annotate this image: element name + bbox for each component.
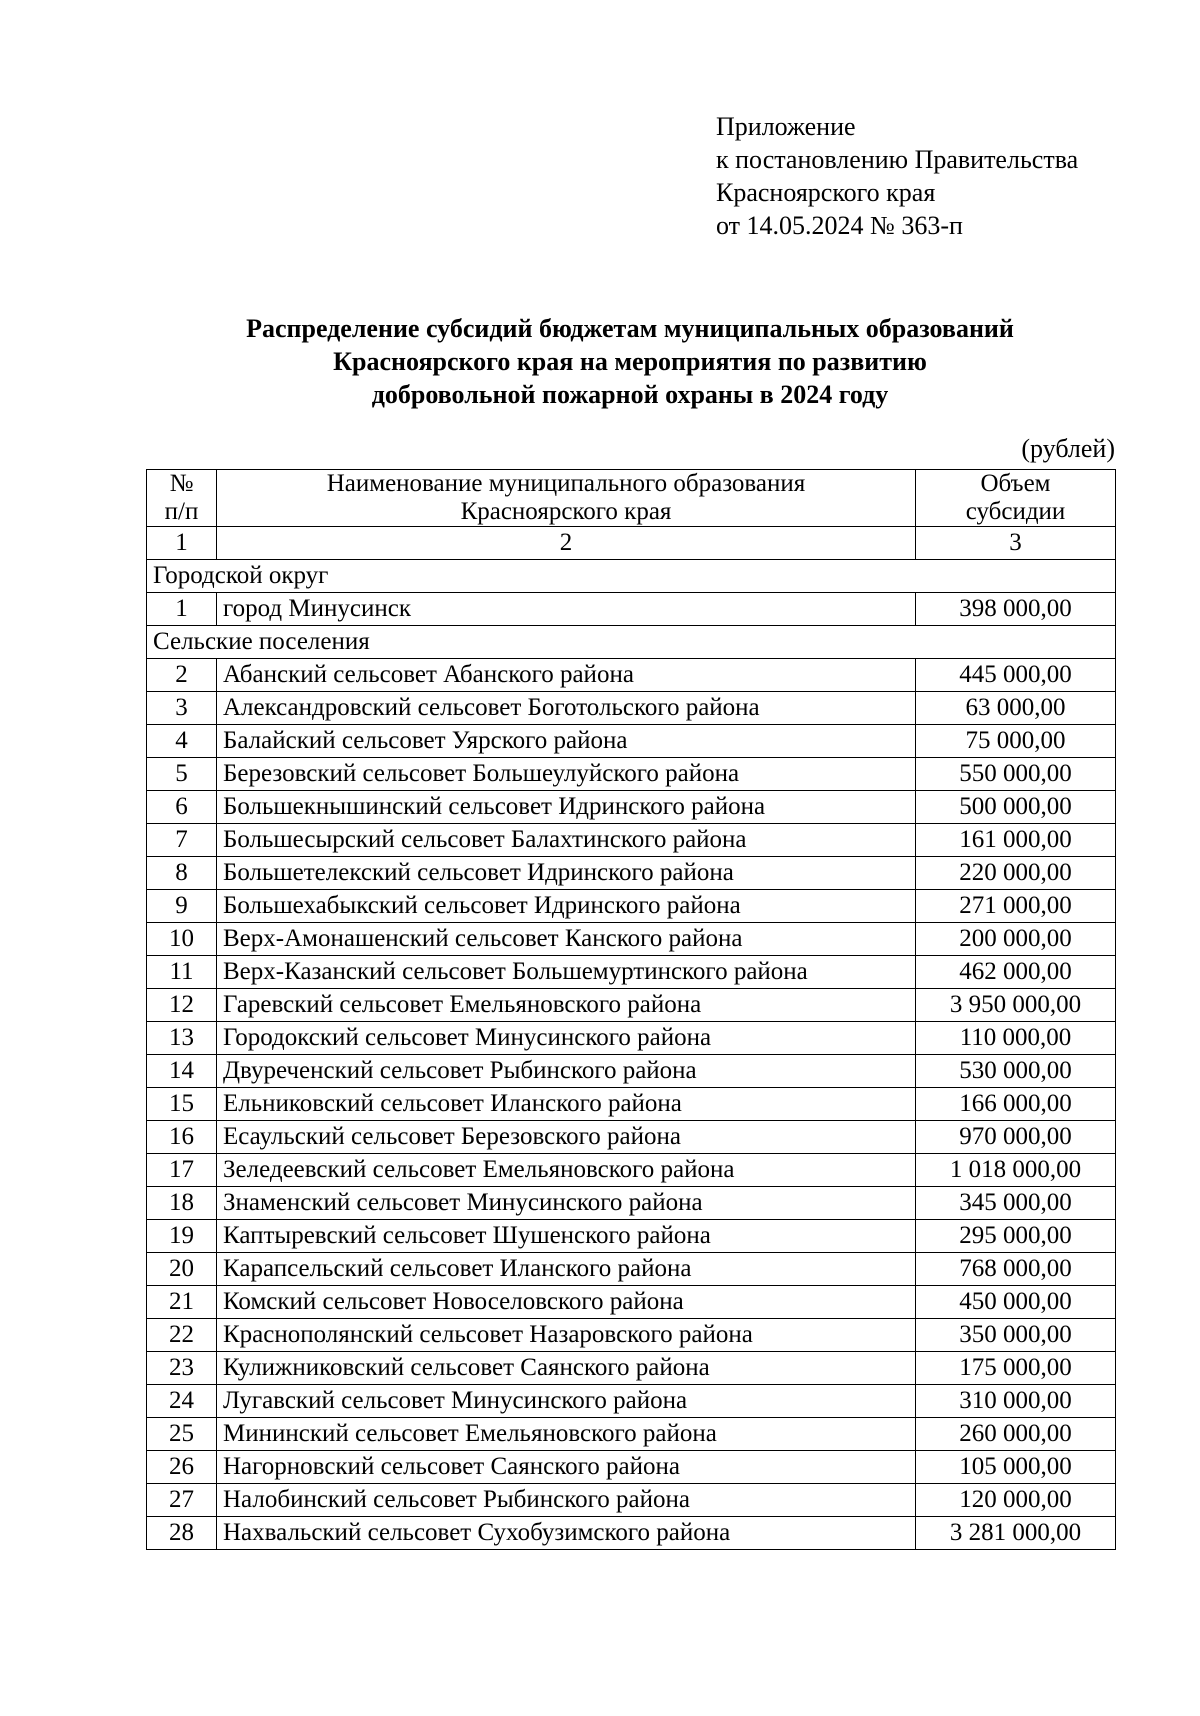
row-number-cell: 6 bbox=[147, 791, 217, 824]
subsidy-amount-cell: 63 000,00 bbox=[916, 692, 1116, 725]
row-number-cell: 12 bbox=[147, 989, 217, 1022]
column-index-cell: 1 bbox=[147, 527, 217, 560]
municipality-name-cell: Верх-Казанский сельсовет Большемуртинского района bbox=[217, 956, 916, 989]
subsidy-amount-cell: 75 000,00 bbox=[916, 725, 1116, 758]
table-row bbox=[147, 1022, 1116, 1055]
section-row bbox=[147, 626, 1116, 659]
municipality-name-cell: Абанский сельсовет Абанского района bbox=[217, 659, 916, 692]
table-row bbox=[147, 791, 1116, 824]
header-amount-line: Объем bbox=[980, 470, 1051, 497]
subsidy-amount-cell: 271 000,00 bbox=[916, 890, 1116, 923]
row-number-cell: 23 bbox=[147, 1352, 217, 1385]
table-row bbox=[147, 1187, 1116, 1220]
row-number-cell: 18 bbox=[147, 1187, 217, 1220]
header-num-line: п/п bbox=[164, 498, 199, 525]
header-num-line: № bbox=[169, 470, 194, 497]
municipality-name-cell: Большехабыкский сельсовет Идринского района bbox=[217, 890, 916, 923]
subsidy-amount-cell: 175 000,00 bbox=[916, 1352, 1116, 1385]
header-amount-cell bbox=[916, 470, 1116, 527]
header-name-line: Наименование муниципального образования bbox=[326, 470, 806, 497]
subsidy-amount-cell: 220 000,00 bbox=[916, 857, 1116, 890]
municipality-name-cell: Кулижниковский сельсовет Саянского района bbox=[217, 1352, 916, 1385]
subsidy-amount-cell: 295 000,00 bbox=[916, 1220, 1116, 1253]
municipality-name-cell: Нагорновский сельсовет Саянского района bbox=[217, 1451, 916, 1484]
municipality-name-cell: Ельниковский сельсовет Иланского района bbox=[217, 1088, 916, 1121]
table-row bbox=[147, 956, 1116, 989]
table-row bbox=[147, 923, 1116, 956]
unit-label: (рублей) bbox=[1021, 434, 1115, 463]
column-index-cell: 3 bbox=[916, 527, 1116, 560]
municipality-name-cell: Лугавский сельсовет Минусинского района bbox=[217, 1385, 916, 1418]
header-num-cell bbox=[147, 470, 217, 527]
subsidy-amount-cell: 450 000,00 bbox=[916, 1286, 1116, 1319]
table-row bbox=[147, 1220, 1116, 1253]
column-index-cell: 2 bbox=[217, 527, 916, 560]
municipality-name-cell: Балайский сельсовет Уярского района bbox=[217, 725, 916, 758]
row-number-cell: 14 bbox=[147, 1055, 217, 1088]
subsidy-amount-cell: 120 000,00 bbox=[916, 1484, 1116, 1517]
header-amount-line: субсидии bbox=[965, 498, 1066, 525]
municipality-name-cell: Краснополянский сельсовет Назаровского района bbox=[217, 1319, 916, 1352]
municipality-name-cell: Большетелекский сельсовет Идринского района bbox=[217, 857, 916, 890]
subsidy-amount-cell: 260 000,00 bbox=[916, 1418, 1116, 1451]
table-row bbox=[147, 1319, 1116, 1352]
row-number-cell: 13 bbox=[147, 1022, 217, 1055]
table-row bbox=[147, 1088, 1116, 1121]
appendix-block bbox=[716, 110, 1078, 242]
row-number-cell: 10 bbox=[147, 923, 217, 956]
column-index-row bbox=[147, 527, 1116, 560]
row-number-cell: 8 bbox=[147, 857, 217, 890]
municipality-name-cell: Налобинский сельсовет Рыбинского района bbox=[217, 1484, 916, 1517]
table-row bbox=[147, 890, 1116, 923]
subsidy-amount-cell: 161 000,00 bbox=[916, 824, 1116, 857]
subsidy-amount-cell: 462 000,00 bbox=[916, 956, 1116, 989]
title-line: добровольной пожарной охраны в 2024 году bbox=[371, 380, 889, 409]
subsidy-amount-cell: 530 000,00 bbox=[916, 1055, 1116, 1088]
title-line: Распределение субсидий бюджетам муниципальных образований bbox=[246, 314, 1014, 343]
row-number-cell: 24 bbox=[147, 1385, 217, 1418]
subsidy-amount-cell: 1 018 000,00 bbox=[916, 1154, 1116, 1187]
municipality-name-cell: Двуреченский сельсовет Рыбинского района bbox=[217, 1055, 916, 1088]
subsidy-amount-cell: 550 000,00 bbox=[916, 758, 1116, 791]
row-number-cell: 16 bbox=[147, 1121, 217, 1154]
row-number-cell: 27 bbox=[147, 1484, 217, 1517]
subsidy-amount-cell: 970 000,00 bbox=[916, 1121, 1116, 1154]
subsidy-amount-cell: 110 000,00 bbox=[916, 1022, 1116, 1055]
row-number-cell: 17 bbox=[147, 1154, 217, 1187]
subsidy-amount-cell: 768 000,00 bbox=[916, 1253, 1116, 1286]
municipality-name-cell: Березовский сельсовет Большеулуйского района bbox=[217, 758, 916, 791]
table-row bbox=[147, 1055, 1116, 1088]
table-row bbox=[147, 1385, 1116, 1418]
subsidy-amount-cell: 166 000,00 bbox=[916, 1088, 1116, 1121]
row-number-cell: 1 bbox=[147, 593, 217, 626]
table-row bbox=[147, 1154, 1116, 1187]
table-row bbox=[147, 1121, 1116, 1154]
row-number-cell: 9 bbox=[147, 890, 217, 923]
table-row bbox=[147, 1253, 1116, 1286]
row-number-cell: 26 bbox=[147, 1451, 217, 1484]
row-number-cell: 4 bbox=[147, 725, 217, 758]
subsidy-amount-cell: 445 000,00 bbox=[916, 659, 1116, 692]
appendix-line: Приложение bbox=[716, 112, 856, 141]
table-row bbox=[147, 1517, 1116, 1550]
subsidy-table bbox=[146, 469, 1116, 1550]
table-row bbox=[147, 989, 1116, 1022]
municipality-name-cell: Верх-Амонашенский сельсовет Канского района bbox=[217, 923, 916, 956]
title-line: Красноярского края на мероприятия по развитию bbox=[333, 347, 927, 376]
appendix-line: к постановлению Правительства bbox=[716, 145, 1079, 174]
appendix-line: от 14.05.2024 № 363-п bbox=[716, 211, 963, 240]
municipality-name-cell: Большекнышинский сельсовет Идринского района bbox=[217, 791, 916, 824]
row-number-cell: 11 bbox=[147, 956, 217, 989]
header-name-line: Красноярского края bbox=[460, 498, 672, 525]
section-row bbox=[147, 560, 1116, 593]
subsidy-amount-cell: 310 000,00 bbox=[916, 1385, 1116, 1418]
row-number-cell: 2 bbox=[147, 659, 217, 692]
municipality-name-cell: Есаульский сельсовет Березовского района bbox=[217, 1121, 916, 1154]
subsidy-amount-cell: 398 000,00 bbox=[916, 593, 1116, 626]
document-title bbox=[145, 312, 1115, 411]
row-number-cell: 15 bbox=[147, 1088, 217, 1121]
table-row bbox=[147, 857, 1116, 890]
municipality-name-cell: Городокский сельсовет Минусинского района bbox=[217, 1022, 916, 1055]
subsidy-amount-cell: 345 000,00 bbox=[916, 1187, 1116, 1220]
municipality-name-cell: Комский сельсовет Новоселовского района bbox=[217, 1286, 916, 1319]
row-number-cell: 7 bbox=[147, 824, 217, 857]
row-number-cell: 19 bbox=[147, 1220, 217, 1253]
section-title: Городской округ bbox=[147, 560, 1116, 593]
row-number-cell: 5 bbox=[147, 758, 217, 791]
row-number-cell: 20 bbox=[147, 1253, 217, 1286]
table-row bbox=[147, 824, 1116, 857]
table-row bbox=[147, 1451, 1116, 1484]
municipality-name-cell: Карапсельский сельсовет Иланского района bbox=[217, 1253, 916, 1286]
table-row bbox=[147, 1286, 1116, 1319]
table-row bbox=[147, 758, 1116, 791]
table-row bbox=[147, 692, 1116, 725]
municipality-name-cell: Нахвальский сельсовет Сухобузимского района bbox=[217, 1517, 916, 1550]
subsidy-amount-cell: 500 000,00 bbox=[916, 791, 1116, 824]
subsidy-amount-cell: 105 000,00 bbox=[916, 1451, 1116, 1484]
municipality-name-cell: Каптыревский сельсовет Шушенского района bbox=[217, 1220, 916, 1253]
subsidy-amount-cell: 200 000,00 bbox=[916, 923, 1116, 956]
municipality-name-cell: Зеледеевский сельсовет Емельяновского района bbox=[217, 1154, 916, 1187]
municipality-name-cell: Большесырский сельсовет Балахтинского района bbox=[217, 824, 916, 857]
table-row bbox=[147, 1484, 1116, 1517]
table-row bbox=[147, 1352, 1116, 1385]
municipality-name-cell: Знаменский сельсовет Минусинского района bbox=[217, 1187, 916, 1220]
header-name-cell bbox=[217, 470, 916, 527]
appendix-line: Красноярского края bbox=[716, 178, 936, 207]
table-header-row bbox=[147, 470, 1116, 527]
table-row bbox=[147, 593, 1116, 626]
municipality-name-cell: Мининский сельсовет Емельяновского района bbox=[217, 1418, 916, 1451]
municipality-name-cell: город Минусинск bbox=[217, 593, 916, 626]
row-number-cell: 3 bbox=[147, 692, 217, 725]
section-title: Сельские поселения bbox=[147, 626, 1116, 659]
table-row bbox=[147, 1418, 1116, 1451]
table-row bbox=[147, 725, 1116, 758]
row-number-cell: 25 bbox=[147, 1418, 217, 1451]
subsidy-amount-cell: 3 281 000,00 bbox=[916, 1517, 1116, 1550]
subsidy-amount-cell: 3 950 000,00 bbox=[916, 989, 1116, 1022]
row-number-cell: 28 bbox=[147, 1517, 217, 1550]
subsidy-amount-cell: 350 000,00 bbox=[916, 1319, 1116, 1352]
row-number-cell: 22 bbox=[147, 1319, 217, 1352]
municipality-name-cell: Гаревский сельсовет Емельяновского района bbox=[217, 989, 916, 1022]
table-row bbox=[147, 659, 1116, 692]
row-number-cell: 21 bbox=[147, 1286, 217, 1319]
municipality-name-cell: Александровский сельсовет Боготольского района bbox=[217, 692, 916, 725]
